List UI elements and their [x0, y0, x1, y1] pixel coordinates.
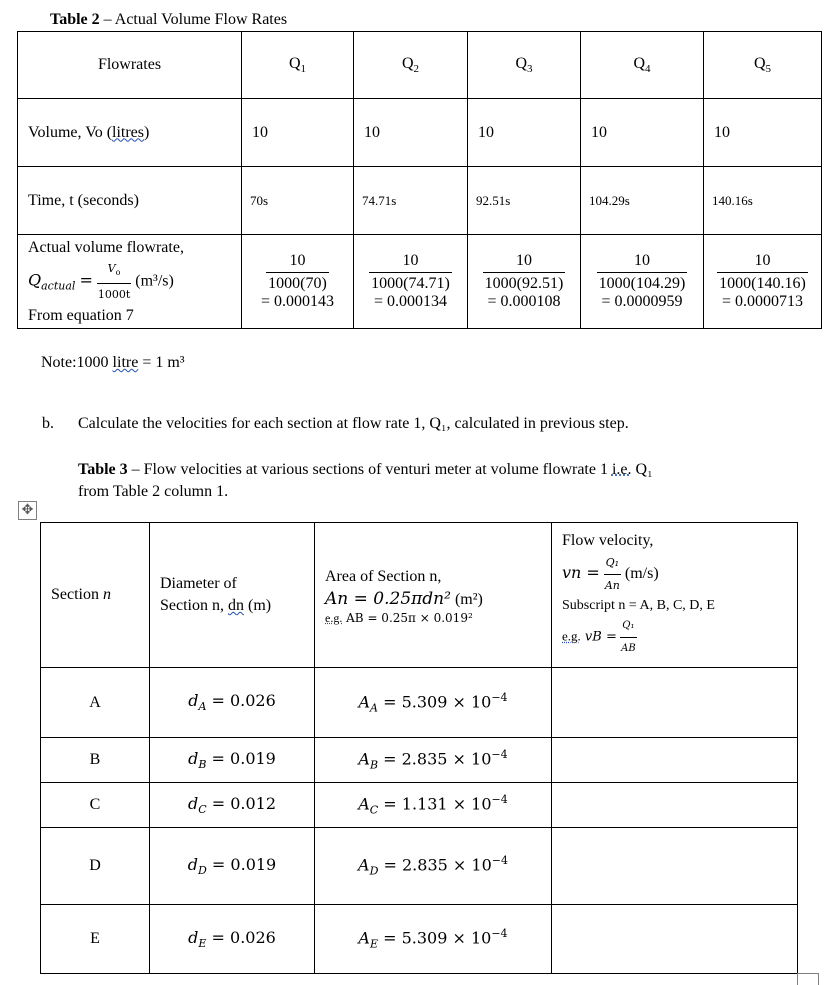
diameter-header: Diameter of Section n, dn (m) [150, 523, 315, 668]
flowrate-row [18, 235, 822, 329]
diameter-cell: $d_C = 0.012$ [150, 783, 315, 828]
table3-caption: Table 3 – Flow velocities at various sections of venturi meter at volume flowrate 1 i.e. Q₁ from Table 2 column 1. [78, 461, 653, 500]
velocity-cell[interactable] [552, 668, 798, 738]
volume-q2: 10 [354, 99, 468, 167]
section-cell: E [41, 905, 150, 974]
flowrate-q5: $\frac{10}{1000(140.16)}$ = 0.0000713 [704, 235, 822, 329]
section-cell: D [41, 828, 150, 905]
velocity-cell[interactable] [552, 738, 798, 783]
diameter-cell: $d_A = 0.026$ [150, 668, 315, 738]
flowrate-q3: $\frac{10}{1000(92.51)}$ = 0.000108 [468, 235, 581, 329]
diameter-cell: $d_E = 0.026$ [150, 905, 315, 974]
volume-row [18, 99, 822, 167]
volume-q1: 10 [242, 99, 354, 167]
time-q3: 92.51s [468, 167, 581, 235]
area-cell: $A_E = 5.309 \times 10^{-4}$ [315, 905, 552, 974]
table-row [41, 783, 798, 828]
flowrate-q1: $\frac{10}{1000(70)}$ = 0.000143 [242, 235, 354, 329]
flowrate-label: Actual volume flowrate, $Q_{actual}$ = $\frac{V_o}{1000t}$ (m³/s) From equation 7 [18, 235, 242, 329]
q2-header: $Q_2$ [354, 32, 468, 99]
area-cell: $A_D = 2.835 \times 10^{-4}$ [315, 828, 552, 905]
table3-flow-velocities [40, 522, 798, 974]
flowrate-q2: $\frac{10}{1000(74.71)}$ = 0.000134 [354, 235, 468, 329]
flowrates-header: Flowrates [18, 32, 242, 99]
resize-corner-icon[interactable] [797, 973, 819, 985]
velocity-cell[interactable] [552, 905, 798, 974]
table2-header-row [18, 32, 822, 99]
volume-label: Volume, Vo (litres) [18, 99, 242, 167]
table-row [41, 668, 798, 738]
area-cell: $A_C = 1.131 \times 10^{-4}$ [315, 783, 552, 828]
q1-header: $Q_1$ [242, 32, 354, 99]
volume-q4: 10 [581, 99, 704, 167]
flowrate-q4: $\frac{10}{1000(104.29)}$ = 0.0000959 [581, 235, 704, 329]
q5-header: $Q_5$ [704, 32, 822, 99]
section-cell: A [41, 668, 150, 738]
velocity-cell[interactable] [552, 828, 798, 905]
time-q2: 74.71s [354, 167, 468, 235]
velocity-header: Flow velocity, vn = $\frac{\text{Q₁}}{An}$ (m/s) Subscript n = A, B, C, D, E e.g. vB = $\frac{\text{Q₁}}{AB}$ [552, 523, 798, 668]
table-row [41, 905, 798, 974]
time-row [18, 167, 822, 235]
table2-actual-flow-rates [17, 31, 822, 329]
volume-q5: 10 [704, 99, 822, 167]
table2-caption: Table 2 – Actual Volume Flow Rates [50, 11, 288, 28]
q3-header: $Q_3$ [468, 32, 581, 99]
time-label: Time, t (seconds) [18, 167, 242, 235]
part-b-text: Calculate the velocities for each section at flow rate 1, Q₁, calculated in previous step. [78, 415, 629, 432]
note-text: Note:1000 litre = 1 m³ [41, 354, 185, 371]
area-cell: $A_A = 5.309 \times 10^{-4}$ [315, 668, 552, 738]
table-row [41, 828, 798, 905]
time-q5: 140.16s [704, 167, 822, 235]
table3-header-row [41, 523, 798, 668]
volume-q3: 10 [468, 99, 581, 167]
area-cell: $A_B = 2.835 \times 10^{-4}$ [315, 738, 552, 783]
diameter-cell: $d_D = 0.019$ [150, 828, 315, 905]
time-q1: 70s [242, 167, 354, 235]
velocity-cell[interactable] [552, 783, 798, 828]
section-cell: C [41, 783, 150, 828]
section-header: Section n [41, 523, 150, 668]
part-b-label: b. [42, 415, 54, 432]
time-q4: 104.29s [581, 167, 704, 235]
section-cell: B [41, 738, 150, 783]
move-arrows-icon[interactable]: ✥ [18, 501, 37, 520]
area-header: Area of Section n, An = 0.25πdn² (m²) e.g. AB = 0.25π × 0.019² [315, 523, 552, 668]
diameter-cell: $d_B = 0.019$ [150, 738, 315, 783]
table-row [41, 738, 798, 783]
q4-header: $Q_4$ [581, 32, 704, 99]
